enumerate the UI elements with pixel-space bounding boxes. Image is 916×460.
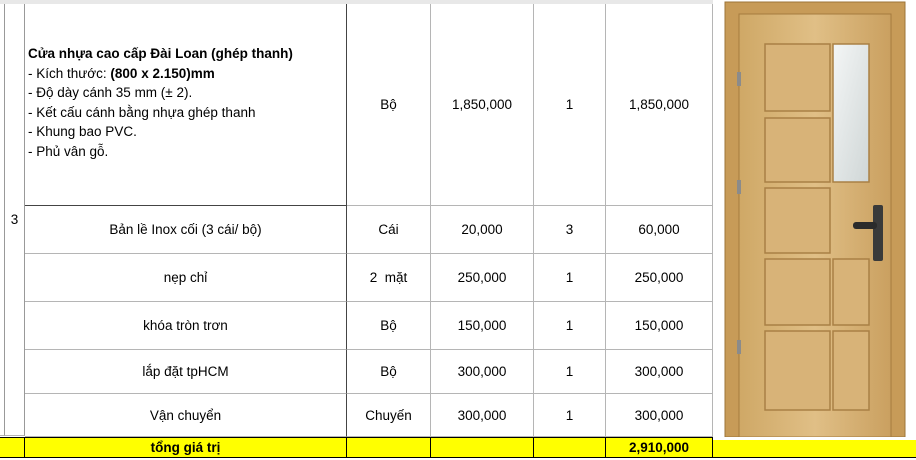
row-price-cell[interactable]: 300,000 [431,394,534,437]
item-title: Cửa nhựa cao cấp Đài Loan (ghép thanh) [28,46,293,61]
row-name-cell[interactable]: Vận chuyển [25,394,347,437]
row-qty-cell[interactable]: 1 [534,302,606,350]
item-description [28,44,358,161]
row-price-cell[interactable]: 300,000 [431,350,534,394]
row-price-cell[interactable]: 250,000 [431,254,534,302]
item-price-cell[interactable]: 1,850,000 [431,4,534,206]
row-unit-cell[interactable]: Bộ [347,302,431,350]
row-unit-cell[interactable]: Chuyến [347,394,431,437]
row-price-cell[interactable]: 150,000 [431,302,534,350]
total-qty-cell[interactable] [534,437,606,458]
total-amount-cell[interactable] [606,437,713,458]
item-finish-line: - Phủ vân gỗ. [28,143,109,159]
total-unit-cell[interactable] [347,437,431,458]
item-qty-cell[interactable]: 1 [534,4,606,206]
total-blank-cell[interactable] [0,437,25,458]
door-photo-icon [713,0,916,437]
item-structure-line: - Kết cấu cánh bằng nhựa ghép thanh [28,104,256,120]
row-name-cell[interactable]: nẹp chỉ [25,254,347,302]
item-size-line: - Kích thước: (800 x 2.150)mm [28,65,215,81]
row-unit-cell[interactable]: Cái [347,206,431,254]
row-price-cell[interactable]: 20,000 [431,206,534,254]
row-number: 3 [10,212,19,227]
item-unit-cell[interactable]: Bộ [347,4,431,206]
row-amount-cell[interactable]: 300,000 [606,394,713,437]
row-qty-cell[interactable]: 1 [534,350,606,394]
row-number-cell[interactable] [5,4,25,436]
total-extra-cell[interactable] [713,437,916,458]
row-amount-cell[interactable]: 60,000 [606,206,713,254]
row-unit-cell[interactable]: 2 mặt [347,254,431,302]
item-amount-cell[interactable]: 1,850,000 [606,4,713,206]
row-unit-cell[interactable]: Bộ [347,350,431,394]
row-name-cell[interactable]: khóa tròn trơn [25,302,347,350]
row-name-cell[interactable]: lắp đặt tpHCM [25,350,347,394]
total-label-cell[interactable] [25,437,347,458]
row-qty-cell[interactable]: 1 [534,254,606,302]
item-frame-line: - Khung bao PVC. [28,124,137,139]
item-thickness-line: - Độ dày cánh 35 mm (± 2). [28,85,193,100]
total-price-cell[interactable] [431,437,534,458]
row-name-cell[interactable]: Bản lề Inox cối (3 cái/ bộ) [25,206,347,254]
row-amount-cell[interactable]: 250,000 [606,254,713,302]
total-amount: 2,910,000 [628,440,690,455]
row-amount-cell[interactable]: 300,000 [606,350,713,394]
row-qty-cell[interactable]: 1 [534,394,606,437]
row-qty-cell[interactable]: 3 [534,206,606,254]
total-label: tổng giá trị [150,440,221,455]
row-amount-cell[interactable]: 150,000 [606,302,713,350]
door-photo [713,0,916,440]
